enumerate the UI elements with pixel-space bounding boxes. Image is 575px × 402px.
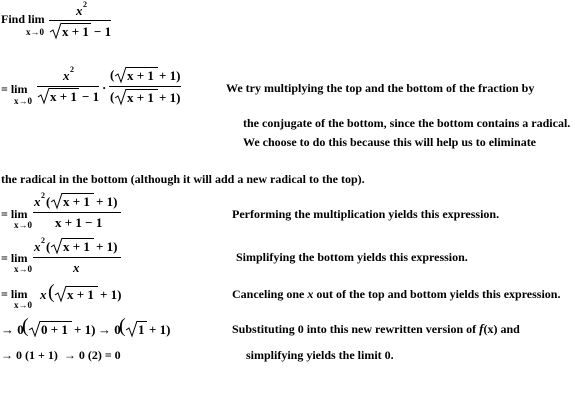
step5-arrow: → 0	[1, 322, 24, 337]
step3-note: Simplifying the bottom yields this expression.	[236, 250, 468, 264]
step4-open-paren: (	[48, 281, 55, 303]
problem-fraction-bar	[49, 20, 111, 21]
step1-conj-num-plus: + 1)	[159, 68, 181, 83]
note-line-3: We choose to do this because this will help us to eliminate	[243, 135, 537, 149]
problem-exponent: 2	[83, 0, 87, 9]
step1-conj-den-radicand: x + 1	[127, 90, 154, 105]
step3-fraction-bar	[33, 257, 121, 258]
step3-exponent: 2	[41, 236, 45, 245]
step5-note	[232, 321, 520, 337]
step5-open-paren: (	[22, 315, 29, 337]
step1-conj-den-plus: + 1)	[159, 90, 181, 105]
step4-radicand: x + 1	[67, 287, 94, 302]
step5-note-a: Substituting 0 into this new rewritten version of	[232, 322, 480, 336]
step3-numerator-radicand: x + 1	[63, 239, 90, 254]
step5-plus: + 1)	[74, 322, 96, 337]
step1-subscript: x→0	[14, 96, 32, 106]
step5-open-paren-2: (	[119, 315, 126, 337]
step3-lim: = lim	[1, 251, 28, 265]
step1-lim: = lim	[1, 82, 28, 96]
step2-note: Performing the multiplication yields this expression.	[232, 207, 500, 221]
note-line-4: the radical in the bottom (although it will add a new radical to the top).	[1, 172, 365, 186]
note-line-2: the conjugate of the bottom, since the bottom contains a radical.	[243, 116, 571, 130]
step3-open-paren: (	[46, 239, 51, 254]
step5-radicand: 0 + 1	[41, 322, 68, 337]
step2-lim: = lim	[1, 207, 28, 221]
step2-open-paren: (	[46, 194, 51, 209]
step4-plus: + 1)	[100, 287, 122, 302]
step1-denominator-minus: − 1	[82, 89, 100, 104]
radical-sign	[51, 193, 63, 209]
radical-sign	[115, 89, 127, 105]
step4-note-a: Canceling one	[232, 287, 308, 301]
problem-numerator: x	[76, 3, 83, 18]
step5-note-b: (x) and	[483, 322, 520, 336]
radical-sign	[38, 88, 50, 104]
step4-note	[232, 287, 560, 302]
step6-expression: → 0 (1 + 1) → 0 (2) = 0	[1, 348, 121, 362]
step3-subscript: x→0	[14, 264, 32, 274]
radical-sign	[115, 67, 127, 83]
step4-subscript: x→0	[14, 300, 32, 310]
radical-sign	[55, 286, 67, 302]
step4-note-x: x	[307, 287, 314, 301]
step3-denominator: x	[73, 260, 80, 275]
step1-dot: ·	[102, 80, 107, 95]
step3-numerator-x: x	[34, 239, 41, 254]
step5-plus-2: + 1)	[149, 322, 171, 337]
radical-sign	[51, 238, 63, 254]
find-label: Find lim	[1, 12, 45, 26]
step1-conj-open-paren: (	[110, 67, 115, 82]
step1-numerator: x	[63, 68, 70, 83]
step3-numerator-plus: + 1)	[96, 239, 118, 254]
problem-denominator-minus: − 1	[94, 24, 112, 39]
step1-conj-num-radicand: x + 1	[127, 68, 154, 83]
limit-subscript: x→0	[26, 27, 44, 37]
step1-note: We try multiplying the top and the bottom of the fraction by	[226, 81, 535, 95]
step2-fraction-bar	[33, 212, 121, 213]
step5-note-f: f	[479, 321, 484, 336]
radical-sign	[126, 321, 138, 337]
step2-subscript: x→0	[14, 220, 32, 230]
step2-numerator-x: x	[34, 194, 41, 209]
step4-x: x	[40, 287, 47, 302]
step1-conj-den-open-paren: (	[110, 89, 115, 104]
problem-denominator-radicand: x + 1	[62, 24, 89, 39]
step2-exponent: 2	[41, 191, 45, 200]
step1-exponent: 2	[70, 65, 74, 74]
step2-denominator: x + 1 − 1	[55, 215, 103, 230]
radical-sign	[50, 23, 62, 39]
step4-lim: = lim	[1, 287, 28, 301]
step2-numerator-plus: + 1)	[96, 194, 118, 209]
radical-sign	[29, 321, 41, 337]
step1-conj-fraction-bar	[109, 86, 181, 87]
step1-denominator-radicand: x + 1	[50, 89, 77, 104]
step4-note-b: out of the top and bottom yields this expression.	[313, 287, 561, 301]
step2-numerator-radicand: x + 1	[63, 194, 90, 209]
step1-fraction-bar	[37, 86, 99, 87]
step5-radicand-2: 1	[138, 322, 145, 337]
step5-arrow-2: → 0	[98, 322, 121, 337]
step6-note: simplifying yields the limit 0.	[246, 348, 394, 362]
